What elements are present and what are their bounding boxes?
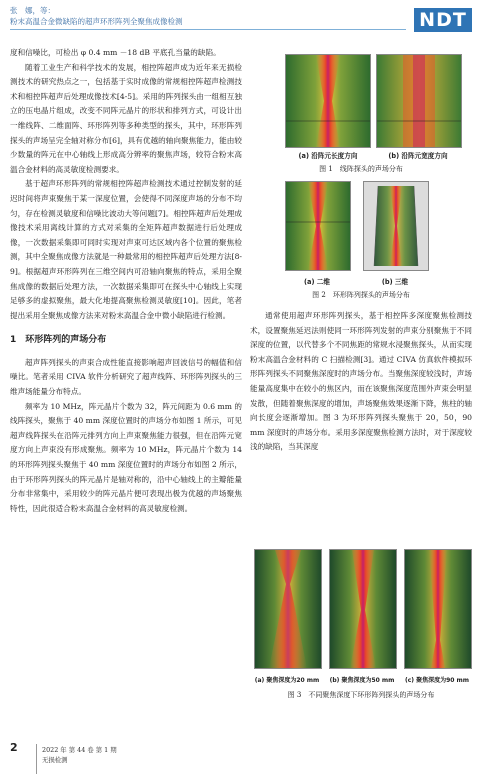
fig3-sublabel-b: (b) 聚焦深度为50 mm — [329, 677, 395, 684]
journal-logo: NDT — [414, 8, 472, 32]
fig1a-image — [285, 54, 371, 148]
right-column — [250, 309, 472, 455]
section-title: 1 环形阵列的声场分布 — [10, 335, 107, 346]
header-rule — [10, 29, 406, 30]
paragraph: 超声阵列探头的声束合成性能直接影响超声回波信号的幅值和信噪比。笔者采用 CIVA 软件分析研究了超声线阵、环形阵列探头的三维声场能量分布特点。 — [10, 357, 242, 397]
issue-info: 2022 年 第 44 卷 第 1 期 — [42, 746, 117, 754]
running-authors: 张 娜，等： — [10, 6, 55, 15]
fig3a-image — [254, 549, 322, 669]
fig2b-image — [363, 181, 429, 271]
fig1-sublabel-a: (a) 沿阵元长度方向 — [298, 152, 358, 160]
fig2-sublabel-a: (a) 二维 — [304, 278, 330, 286]
figure-caption: 图 1 线阵探头的声场分布 — [319, 165, 403, 173]
journal-name: 无损检测 — [42, 756, 68, 764]
footer-rule — [36, 744, 37, 774]
paragraph: 基于超声环形阵列的常规相控阵超声检测技术通过控制发射的延迟时间将声束聚焦于某一深度位置，会使得不同深度声场的分布不均匀，存在检测灵敏度和信噪比波动大等问题[7]。相控阵超声后处理成像技术采用离线计算的方式对采集的全矩阵超声数据进行后处理成像，一次数据采集即可同时实现对声束可达区域内各个位置的聚焦检测，其中全聚焦成像方法就是一种最常用的相控阵超声后处理方法[8-9]。根据超声环形阵列在三维空间内可沿轴向聚焦的特点，采用全聚焦成像的数据后处理方法，一次数据采集即可在探头中心轴线上实现足够多的虚拟聚焦，最大化地提高聚焦检测灵敏度[10]。因此，笔者提出采用全聚焦成像方法来对粉末高温合金中微小缺陷进行检测。 — [10, 179, 242, 320]
fig3b-image — [329, 549, 397, 669]
paragraph: 通常使用超声环形阵列探头，基于相控阵多深度聚焦检测技术，设置聚焦延迟法则使同一环形阵列发射的声束分别聚焦于不同深度的位置，以代替多个不同焦距的常规水浸聚焦探头，从而实现粉末高温合金材料的 C 扫描检测[3]。通过 CIVA 仿真软件模拟环形阵列探头不同聚焦深度时的声场分布。当聚焦深度较浅时，声场能量高度集中在较小的焦区内，而在该聚焦深度范围外声束会明显发散，但随着聚焦深度的增加，声场聚焦效果逐渐下降，焦柱的轴向长度会逐渐增加。图 3 为环形阵列探头聚焦于 20，50，90 mm 深度时的声场分布。采用多深度聚焦检测方法时，对于深度较浅的缺陷，当其深度 — [250, 311, 472, 452]
fig1b-image — [376, 54, 462, 148]
fig1-sublabel-b: (b) 沿阵元宽度方向 — [388, 152, 448, 160]
figure-caption: 图 2 环形阵列探头的声场分布 — [312, 291, 410, 299]
page-number: 2 — [10, 741, 18, 754]
fig2a-image — [285, 181, 351, 271]
fig3-sublabel-c: (c) 聚焦深度为90 mm — [404, 677, 470, 684]
left-column — [10, 46, 242, 516]
fig3c-image — [404, 549, 472, 669]
figure-caption: 图 3 不同聚焦深度下环形阵列探头的声场分布 — [287, 691, 435, 699]
journal-info — [42, 745, 117, 765]
paragraph: 频率为 10 MHz，阵元晶片个数为 32，阵元间距为 0.6 mm 的线阵探头，聚焦于 40 mm 深度位置时的声场分布如图 1 所示，可见超声线阵探头在沿阵元排列方向上声束聚焦能力很强，但在沿阵元宽度方向上声束没有形成聚焦。频率为 10 MHz，阵元晶片个数为 14 的环形阵列探头聚焦于 40 mm 深度位置时的声场分布如图 2 所示，由于环形阵列探头的阵元晶片是轴对称的，沿中心轴线上的主瓣能量分布非常集中，采用较少的阵元晶片便可表现出极为优越的声场聚焦特性，因此很适合粉末高温合金材料的高灵敏度检测。 — [10, 401, 242, 513]
paragraph: 随着工业生产和科学技术的发展，相控阵超声成为近年来无损检测技术的研究热点之一，包括基于实时成像的常规相控阵超声检测技术和相控阵超声后处理成像技术[4-5]。采用的阵列探头由一组相互独立的压电晶片组成，改变不同阵元晶片的形状和排列方式，可设计出一维线阵、二维面阵、环形阵列等多种类型的探头，其中，环形阵列探头的声场呈完全轴对称分布[6]，具有优越的轴向聚焦能力，能由较少数量的阵元在中心轴线上形成高分辨率的聚焦声场，较符合粉末高温合金材料的高灵敏度检测要求。 — [10, 62, 242, 174]
fig2-sublabel-b: (b) 三维 — [381, 278, 409, 286]
paragraph: 度和信噪比，可检出 φ 0.4 mm －18 dB 平底孔当量的缺陷。 — [10, 48, 221, 57]
fig3-sublabel-a: (a) 聚焦深度为20 mm — [254, 677, 320, 684]
running-title: 粉末高温合金微缺陷的超声环形阵列全聚焦成像检测 — [10, 17, 183, 26]
